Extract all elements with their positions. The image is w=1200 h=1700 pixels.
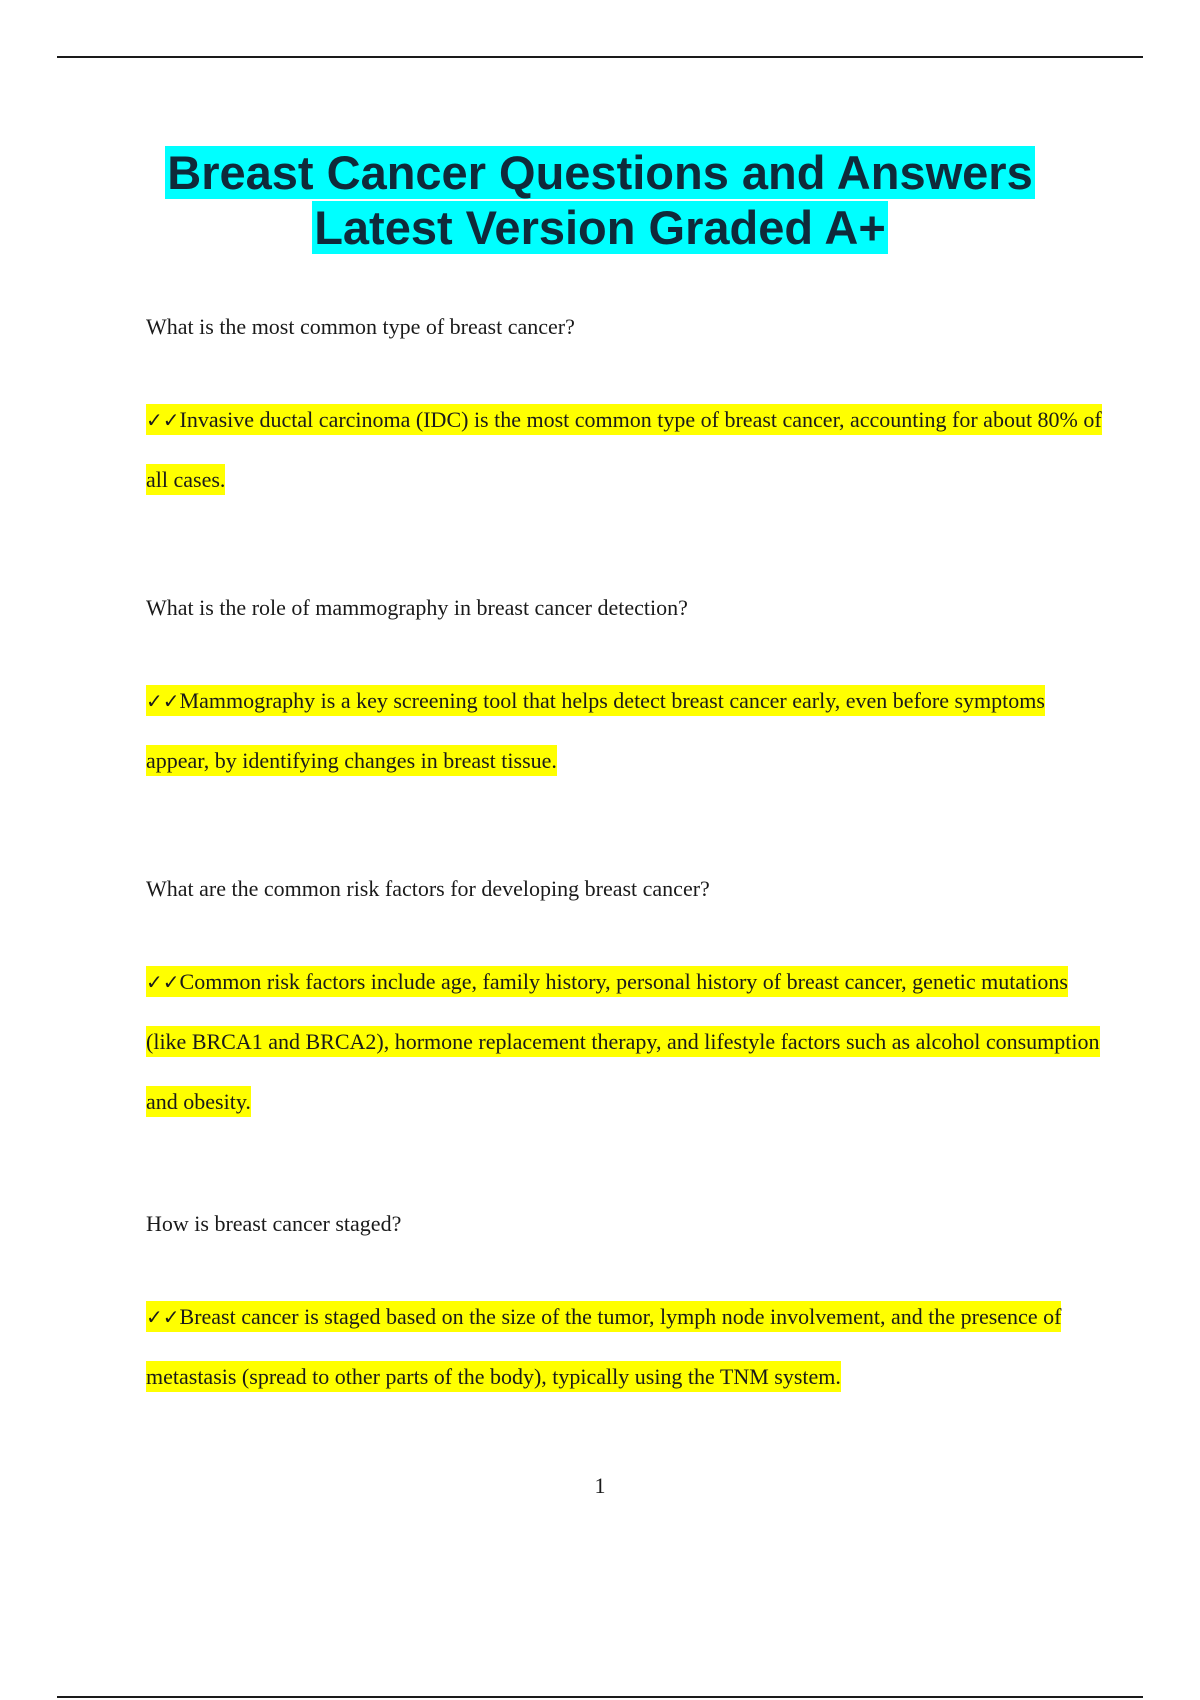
qa-item	[146, 1209, 1106, 1407]
question-text: What is the most common type of breast cancer?	[146, 314, 575, 339]
qa-item	[146, 312, 1106, 510]
question-text: What is the role of mammography in breast cancer detection?	[146, 595, 688, 620]
answer-highlight	[146, 404, 1102, 495]
answer-highlight	[146, 1301, 1061, 1392]
page-number: 1	[594, 1473, 606, 1498]
check-icon: ✓✓	[146, 1305, 180, 1329]
qa-item	[146, 874, 1106, 1132]
answer-block	[146, 952, 1106, 1132]
question-text: How is breast cancer staged?	[146, 1211, 402, 1236]
answer-text: Common risk factors include age, family history, personal history of breast cancer, genetic mutations (like BRCA1 and BRCA2), hormone replacement therapy, and lifestyle factors such as alcohol consumption and obesity.	[146, 969, 1100, 1114]
answer-highlight	[146, 685, 1045, 776]
bottom-rule	[57, 1696, 1143, 1698]
answer-block	[146, 1287, 1106, 1407]
answer-block	[146, 390, 1106, 510]
title-line-2: Latest Version Graded A+	[314, 201, 886, 254]
answer-text: Invasive ductal carcinoma (IDC) is the most common type of breast cancer, accounting for about 80% of all cases.	[146, 407, 1102, 492]
top-rule	[57, 56, 1143, 58]
check-icon: ✓✓	[146, 689, 180, 713]
question-text: What are the common risk factors for developing breast cancer?	[146, 876, 710, 901]
answer-highlight	[146, 966, 1100, 1117]
title-line-1: Breast Cancer Questions and Answers	[167, 146, 1033, 199]
check-icon: ✓✓	[146, 408, 180, 432]
document-title	[0, 145, 1200, 255]
qa-item	[146, 593, 1106, 791]
check-icon: ✓✓	[146, 970, 180, 994]
answer-block	[146, 671, 1106, 791]
answer-text: Mammography is a key screening tool that helps detect breast cancer early, even before symptoms appear, by identifying changes in breast tissue.	[146, 688, 1045, 773]
answer-text: Breast cancer is staged based on the size of the tumor, lymph node involvement, and the presence of metastasis (spread to other parts of the body), typically using the TNM system.	[146, 1304, 1062, 1389]
